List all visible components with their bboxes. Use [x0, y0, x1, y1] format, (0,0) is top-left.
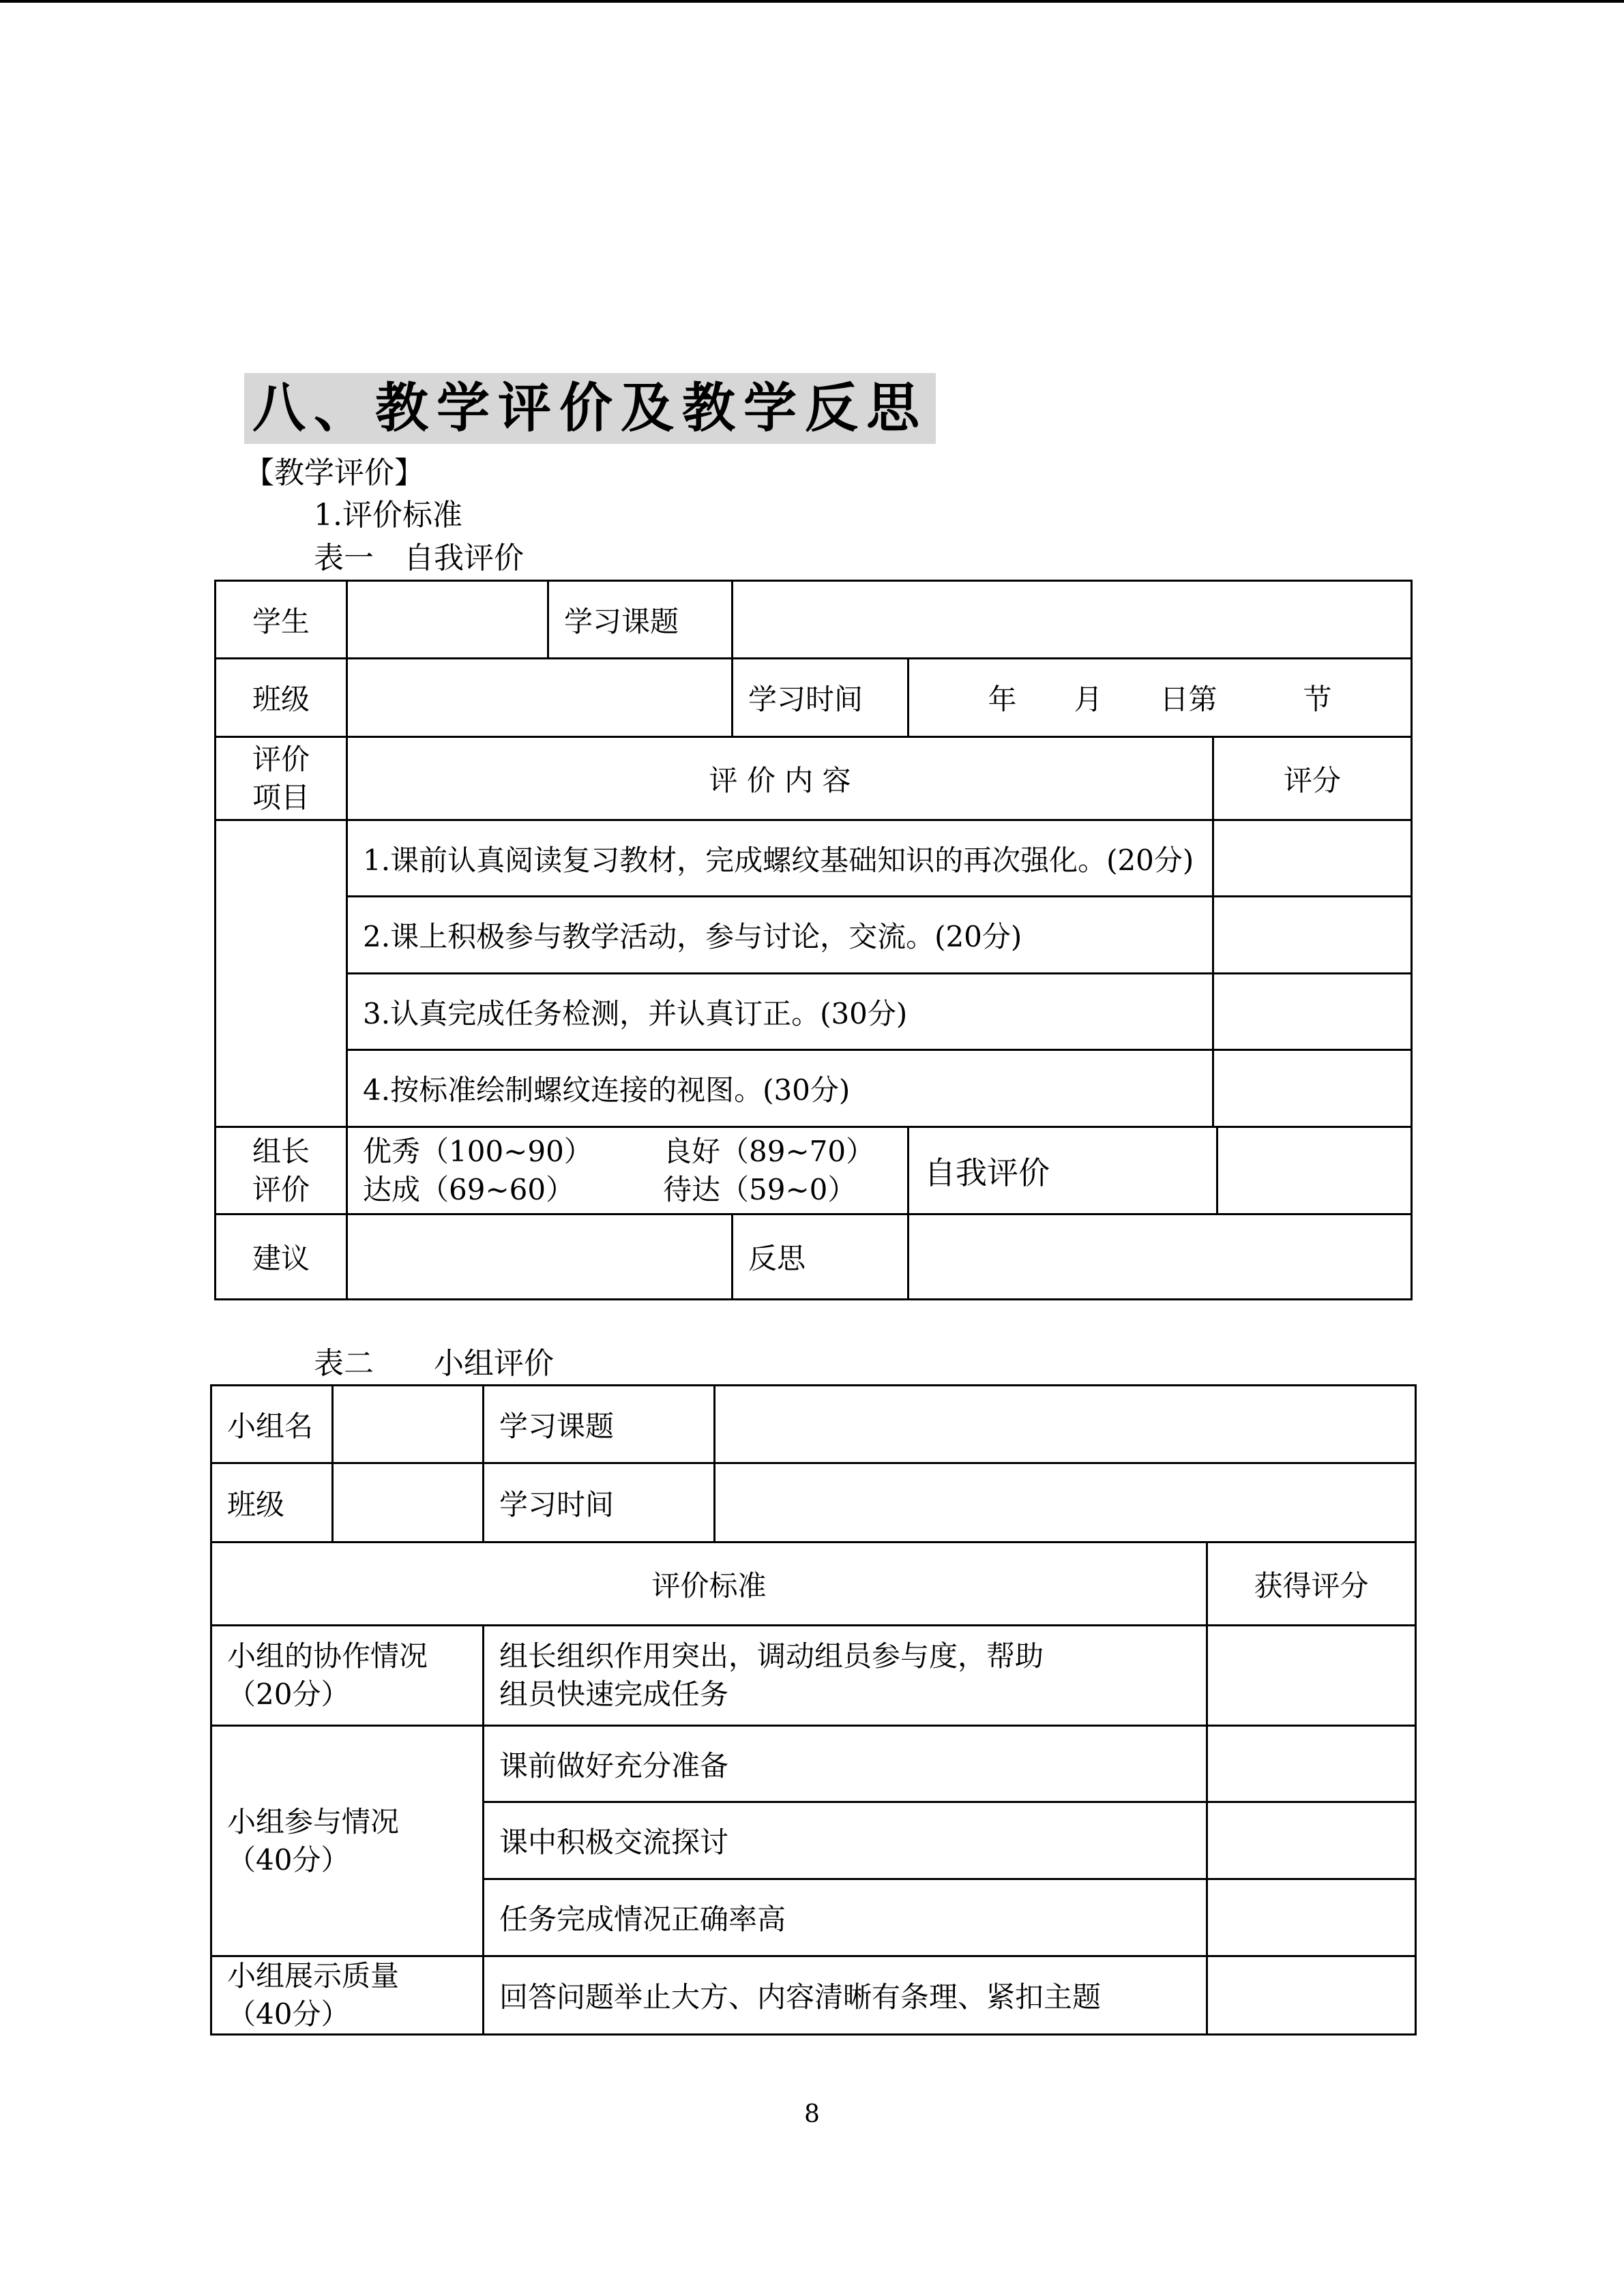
table2-caption: 表二 小组评价: [314, 1346, 554, 1381]
participation-score-2[interactable]: [1207, 1802, 1416, 1879]
criteria-score-3[interactable]: [1213, 974, 1412, 1050]
group-name-label: 小组名: [211, 1386, 333, 1463]
date-field[interactable]: 年 月 日第 节: [909, 659, 1412, 737]
score-header: 评分: [1213, 737, 1412, 820]
participation-item-3: 任务完成情况正确率高: [484, 1879, 1207, 1956]
class-label: 班级: [216, 659, 347, 737]
page-number: 8: [804, 2100, 820, 2128]
presentation-description: 回答问题举止大方、内容清晰有条理、紧扣主题: [484, 1956, 1207, 2035]
grade-pending: 待达（59~0）: [663, 1172, 857, 1206]
item-header: 评价 项目: [216, 737, 347, 820]
presentation-category: 小组展示质量 （40分）: [211, 1956, 484, 2035]
participation-score-1[interactable]: [1207, 1726, 1416, 1802]
criteria-text-4: 4.按标准绘制螺纹连接的视图。(30分): [347, 1050, 1213, 1127]
cooperation-description: 组长组织作用突出，调动组员参与度，帮助 组员快速完成任务: [484, 1626, 1207, 1726]
participation-category: 小组参与情况 （40分）: [211, 1726, 484, 1956]
reflection-value[interactable]: [909, 1214, 1412, 1300]
criteria-row-2: [216, 897, 1412, 974]
topic-value[interactable]: [733, 581, 1412, 659]
group-score-header: 获得评分: [1207, 1542, 1416, 1626]
time-label: 学习时间: [733, 659, 909, 737]
participation-row-1: [211, 1726, 1416, 1802]
cooperation-score[interactable]: [1207, 1626, 1416, 1726]
section-heading: 八、教学评价及教学反思: [244, 373, 936, 444]
criteria-row-1: [216, 820, 1412, 897]
criteria-text-1: 1.课前认真阅读复习教材，完成螺纹基础知识的再次强化。(20分): [347, 820, 1213, 897]
grade-scale: [347, 1127, 909, 1214]
class-value[interactable]: [347, 659, 733, 737]
table1-caption: 表一 自我评价: [314, 541, 524, 576]
reflection-label: 反思: [733, 1214, 909, 1300]
criteria-text-3: 3.认真完成任务检测，并认真订正。(30分): [347, 974, 1213, 1050]
table1-row-header: [216, 737, 1412, 820]
grade-good: 良好（89~70）: [663, 1134, 875, 1168]
item-cell-empty: [216, 820, 347, 1127]
table2-time-value[interactable]: [715, 1463, 1416, 1542]
grade-excellent: 优秀（100~90）: [363, 1134, 593, 1168]
topic-label: 学习课题: [548, 581, 733, 659]
criteria-score-4[interactable]: [1213, 1050, 1412, 1127]
student-value[interactable]: [347, 581, 548, 659]
participation-item-2: 课中积极交流探讨: [484, 1802, 1207, 1879]
leader-eval-label: 组长 评价: [216, 1127, 347, 1214]
student-label: 学生: [216, 581, 347, 659]
self-eval-value[interactable]: [1217, 1127, 1412, 1214]
presentation-row: [211, 1956, 1416, 2035]
grade-pass: 达成（69~60）: [363, 1172, 575, 1206]
self-evaluation-table: [214, 580, 1413, 1300]
table2-time-label: 学习时间: [484, 1463, 715, 1542]
presentation-score[interactable]: [1207, 1956, 1416, 2035]
group-name-value[interactable]: [333, 1386, 484, 1463]
criteria-row-4: [216, 1050, 1412, 1127]
group-evaluation-table: [210, 1384, 1417, 2036]
table2-row-class: [211, 1463, 1416, 1542]
table2-class-label: 班级: [211, 1463, 333, 1542]
table1-row-class: [216, 659, 1412, 737]
table2-row-group: [211, 1386, 1416, 1463]
criteria-score-1[interactable]: [1213, 820, 1412, 897]
criteria-subheading: 1.评价标准: [314, 498, 462, 533]
content-header: 评 价 内 容: [347, 737, 1213, 820]
criteria-row-3: [216, 974, 1412, 1050]
evaluation-label: 【教学评价】: [244, 456, 424, 490]
cooperation-category: 小组的协作情况 （20分）: [211, 1626, 484, 1726]
table1-row-suggestion: [216, 1214, 1412, 1300]
table1-row-leader: [216, 1127, 1412, 1214]
table2-topic-label: 学习课题: [484, 1386, 715, 1463]
participation-item-1: 课前做好充分准备: [484, 1726, 1207, 1802]
cooperation-row: [211, 1626, 1416, 1726]
participation-score-3[interactable]: [1207, 1879, 1416, 1956]
table1-row-student: [216, 581, 1412, 659]
suggestion-value[interactable]: [347, 1214, 733, 1300]
top-border-line: [0, 0, 1624, 3]
table2-class-value[interactable]: [333, 1463, 484, 1542]
table2-row-header: [211, 1542, 1416, 1626]
suggestion-label: 建议: [216, 1214, 347, 1300]
self-eval-label: 自我评价: [909, 1127, 1217, 1214]
criteria-score-2[interactable]: [1213, 897, 1412, 974]
table2-topic-value[interactable]: [715, 1386, 1416, 1463]
criteria-header: 评价标准: [211, 1542, 1207, 1626]
criteria-text-2: 2.课上积极参与教学活动，参与讨论，交流。(20分): [347, 897, 1213, 974]
